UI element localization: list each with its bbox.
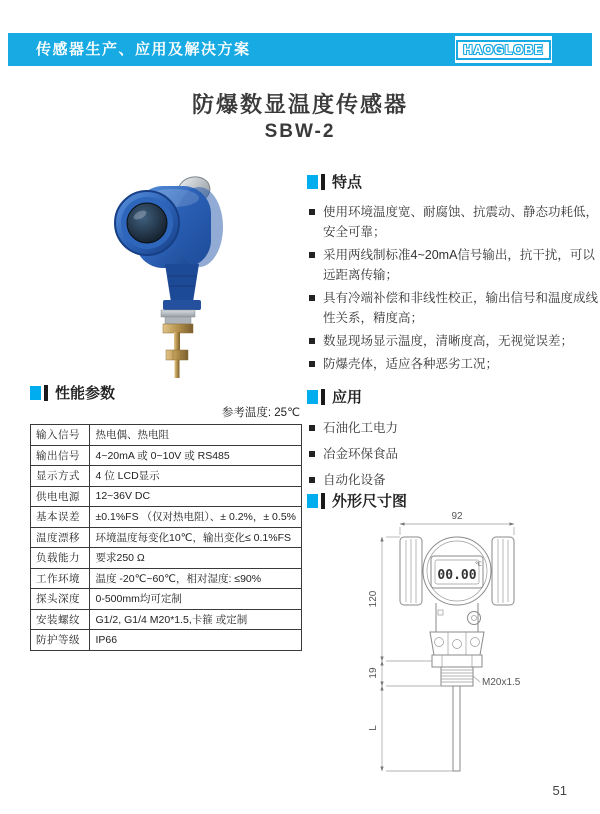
dim-thread-length-label: 19 bbox=[368, 667, 379, 679]
param-value: 热电偶、热电阻 bbox=[90, 425, 302, 446]
applications-list bbox=[307, 415, 599, 493]
lcd-unit-label: ℃ bbox=[475, 562, 482, 568]
bullet-icon bbox=[309, 425, 315, 431]
param-label: 负载能力 bbox=[31, 548, 90, 569]
application-item bbox=[307, 415, 599, 441]
param-value: 4 位 LCD显示 bbox=[90, 466, 302, 487]
parameters-heading: 性能参数 bbox=[55, 385, 116, 402]
param-value: 环境温度每变化10℃，输出变化≤ 0.1%FS bbox=[90, 527, 302, 548]
section-bar-icon bbox=[321, 493, 325, 509]
feature-item bbox=[307, 331, 599, 351]
feature-text: 防爆壳体，适应各种恶劣工况； bbox=[323, 357, 499, 371]
section-marker-icon bbox=[307, 175, 318, 189]
brand-logo bbox=[455, 36, 552, 63]
features-list bbox=[307, 202, 599, 374]
feature-item bbox=[307, 288, 599, 328]
bullet-icon bbox=[309, 361, 315, 367]
feature-item bbox=[307, 354, 599, 374]
feature-text: 采用两线制标准4~20mA信号输出，抗干扰，可以远距离传输； bbox=[323, 248, 595, 282]
page-number: 51 bbox=[552, 783, 567, 798]
param-value: 温度 -20℃~60℃，相对湿度: ≤90% bbox=[90, 568, 302, 589]
param-value: 12~36V DC bbox=[90, 486, 302, 507]
table-row bbox=[31, 466, 302, 487]
dimensions-header bbox=[307, 492, 407, 509]
product-photo-image bbox=[95, 160, 305, 380]
param-label: 温度漂移 bbox=[31, 527, 90, 548]
application-text: 冶金环保食品 bbox=[323, 447, 399, 461]
bullet-icon bbox=[309, 252, 315, 258]
product-photo bbox=[95, 160, 305, 380]
table-row bbox=[31, 630, 302, 651]
feature-text: 使用环境温度宽、耐腐蚀、抗震动、静态功耗低，安全可靠； bbox=[323, 205, 599, 239]
bullet-icon bbox=[309, 451, 315, 457]
header-banner bbox=[8, 33, 592, 66]
section-bar-icon bbox=[321, 389, 325, 405]
dimension-drawing bbox=[352, 510, 592, 783]
param-label: 安装螺纹 bbox=[31, 609, 90, 630]
param-value: ±0.1%FS （仅对热电阻）、± 0.2%，± 0.5% bbox=[90, 507, 302, 528]
table-row bbox=[31, 527, 302, 548]
param-value: 0-500mm均可定制 bbox=[90, 589, 302, 610]
table-row bbox=[31, 425, 302, 446]
brand-logo-text: HAOGLOBE bbox=[456, 40, 550, 60]
parameters-table bbox=[30, 424, 302, 651]
features-heading: 特点 bbox=[332, 174, 363, 191]
section-bar-icon bbox=[44, 385, 48, 401]
feature-item bbox=[307, 202, 599, 242]
dimensions-heading: 外形尺寸图 bbox=[332, 493, 408, 510]
table-row bbox=[31, 507, 302, 528]
features-section bbox=[307, 173, 599, 493]
model-number: SBW-2 bbox=[264, 121, 336, 142]
feature-text: 具有冷端补偿和非线性校正，输出信号和温度成线性关系，精度高； bbox=[323, 291, 599, 325]
application-text: 自动化设备 bbox=[323, 473, 386, 487]
param-label: 输入信号 bbox=[31, 425, 90, 446]
section-marker-icon bbox=[307, 494, 318, 508]
dim-height-label: 120 bbox=[368, 590, 379, 608]
bullet-icon bbox=[309, 477, 315, 483]
param-label: 探头深度 bbox=[31, 589, 90, 610]
page-title: 防爆数显温度传感器 bbox=[191, 92, 408, 117]
dimension-drawing-image bbox=[352, 510, 592, 778]
section-marker-icon bbox=[307, 390, 318, 404]
section-bar-icon bbox=[321, 174, 325, 190]
parameters-header bbox=[30, 384, 115, 401]
bullet-icon bbox=[309, 295, 315, 301]
application-item bbox=[307, 441, 599, 467]
param-label: 供电电源 bbox=[31, 486, 90, 507]
feature-text: 数显现场显示温度，清晰度高，无视觉误差； bbox=[323, 334, 574, 348]
dim-probe-length-label: L bbox=[368, 725, 379, 731]
param-value: 4~20mA 或 0~10V 或 RS485 bbox=[90, 445, 302, 466]
param-value: 要求250 Ω bbox=[90, 548, 302, 569]
param-value: IP66 bbox=[90, 630, 302, 651]
application-text: 石油化工电力 bbox=[323, 421, 399, 435]
param-label: 工作环境 bbox=[31, 568, 90, 589]
applications-header bbox=[307, 388, 599, 405]
param-label: 显示方式 bbox=[31, 466, 90, 487]
reference-temperature-note: 参考温度: 25℃ bbox=[221, 407, 300, 419]
table-row bbox=[31, 486, 302, 507]
features-header bbox=[307, 173, 599, 190]
table-row bbox=[31, 445, 302, 466]
param-value: G1/2, G1/4 M20*1.5,卡箍 或定制 bbox=[90, 609, 302, 630]
header-tagline: 传感器生产、应用及解决方案 bbox=[36, 41, 251, 58]
table-row bbox=[31, 568, 302, 589]
section-marker-icon bbox=[30, 386, 41, 400]
bullet-icon bbox=[309, 338, 315, 344]
dim-width-label: 92 bbox=[451, 511, 463, 522]
lcd-display-value: 00.00 bbox=[437, 568, 477, 583]
feature-item bbox=[307, 245, 599, 285]
applications-heading: 应用 bbox=[332, 389, 363, 406]
param-label: 基本误差 bbox=[31, 507, 90, 528]
table-row bbox=[31, 589, 302, 610]
thread-spec-label: M20x1.5 bbox=[482, 677, 521, 688]
table-row bbox=[31, 548, 302, 569]
bullet-icon bbox=[309, 209, 315, 215]
param-label: 防护等级 bbox=[31, 630, 90, 651]
param-label: 输出信号 bbox=[31, 445, 90, 466]
table-row bbox=[31, 609, 302, 630]
